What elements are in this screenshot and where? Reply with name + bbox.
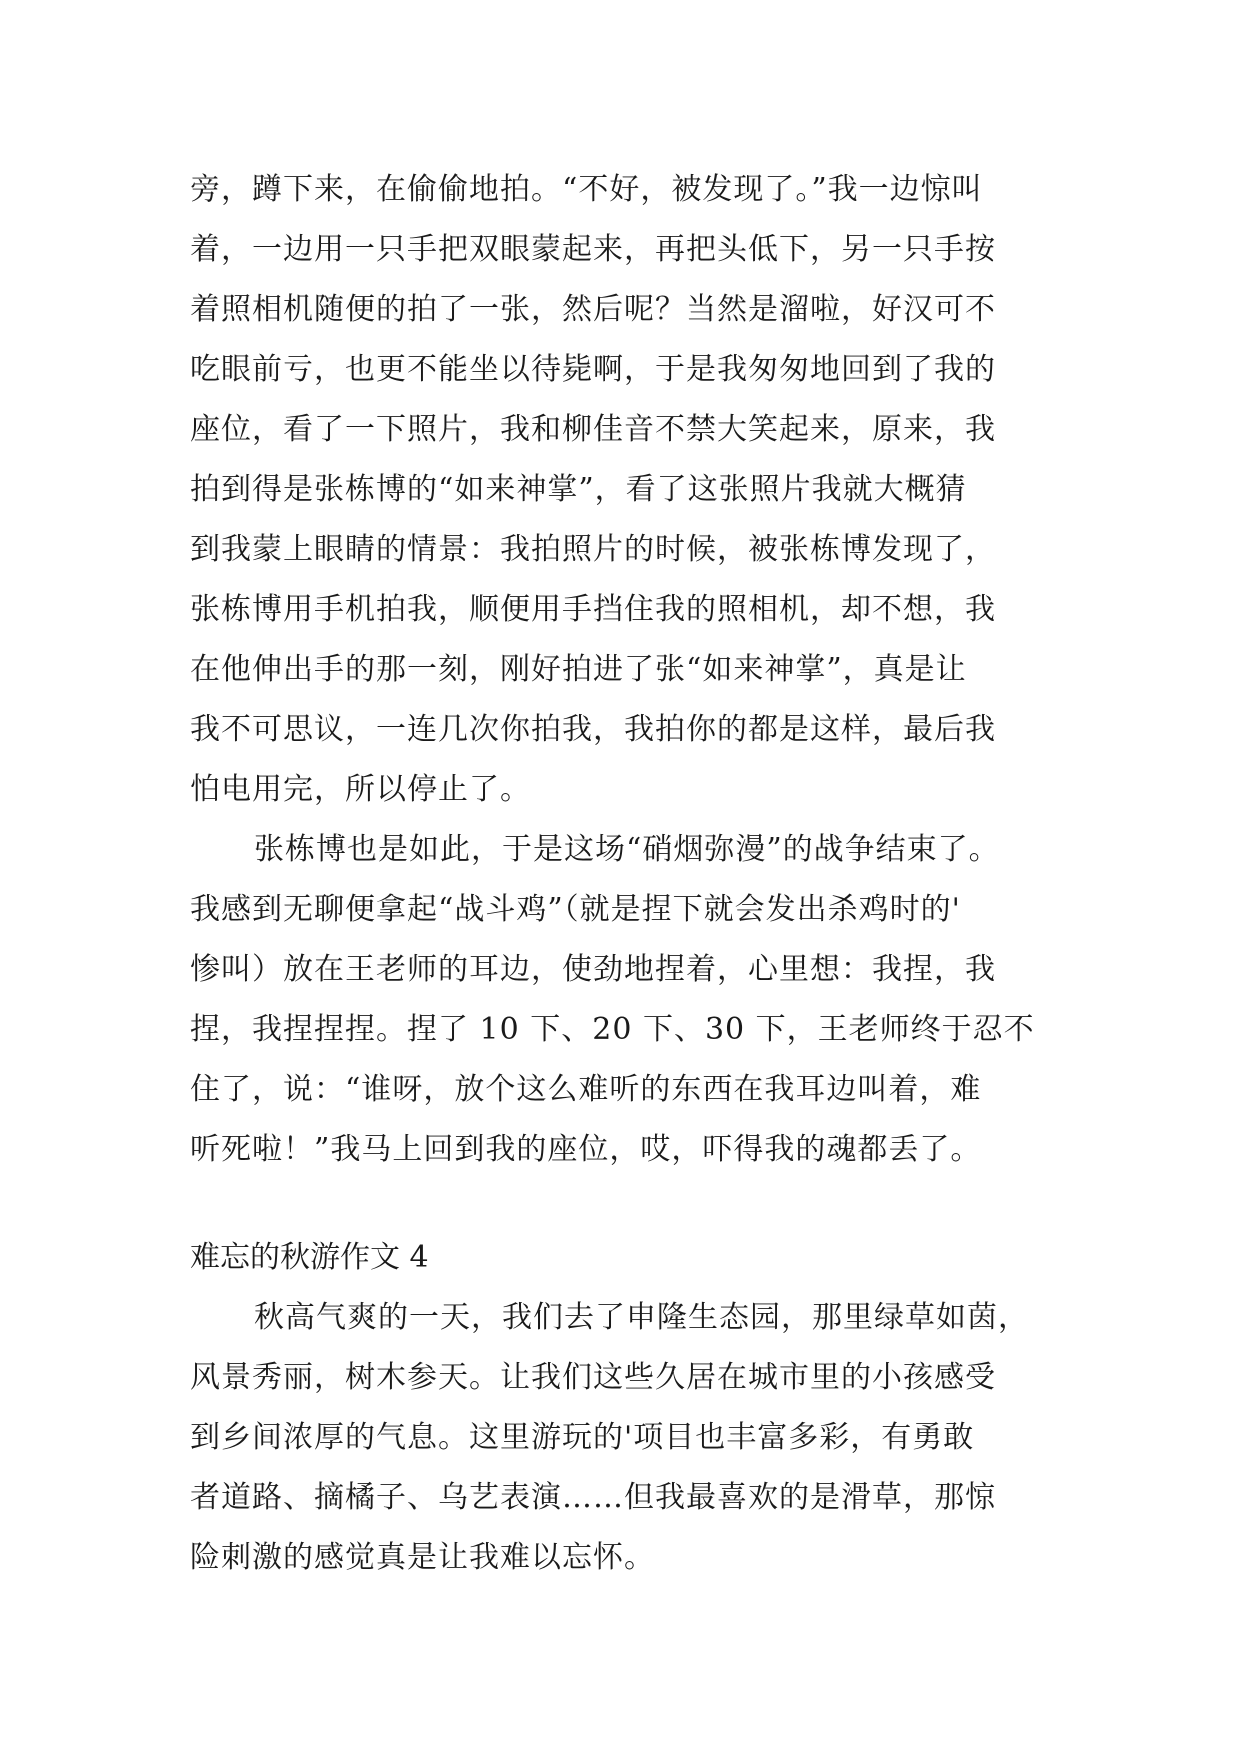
text-line: 张栋博用手机拍我，顺便用手挡住我的照相机，却不想，我 <box>190 592 996 627</box>
text-line: 座位，看了一下照片，我和柳佳音不禁大笑起来，原来，我 <box>190 412 996 447</box>
text-line: 惨叫）放在王老师的耳边，使劲地捏着，心里想：我捏，我 <box>190 952 996 987</box>
text-line: 在他伸出手的那一刻，刚好拍进了张“如来神掌”，真是让 <box>190 652 967 687</box>
text-line: 住了，说：“谁呀，放个这么难听的东西在我耳边叫着，难 <box>190 1072 982 1107</box>
document-body <box>190 160 1060 1588</box>
text-line: 险刺激的感觉真是让我难以忘怀。 <box>190 1540 655 1575</box>
text-line: 着，一边用一只手把双眼蒙起来，再把头低下，另一只手按 <box>190 232 996 267</box>
text-line-indented: 张栋博也是如此，于是这场“硝烟弥漫”的战争结束了。 <box>254 832 1000 867</box>
text-line: 到乡间浓厚的气息。这里游玩的'项目也丰富多彩，有勇敢 <box>190 1420 975 1455</box>
paragraph-third <box>190 1288 1060 1588</box>
text-line: 怕电用完，所以停止了。 <box>190 772 531 807</box>
section-gap <box>190 1180 1060 1228</box>
paragraph-continuation <box>190 160 1060 820</box>
text-line: 风景秀丽，树木参天。让我们这些久居在城市里的小孩感受 <box>190 1360 996 1395</box>
text-line: 捏，我捏捏捏。捏了 10 下、20 下、30 下，王老师终于忍不 <box>190 1012 1035 1047</box>
text-line: 我感到无聊便拿起“战斗鸡”（就是捏下就会发出杀鸡时的' <box>190 892 961 927</box>
text-line: 吃眼前亏，也更不能坐以待毙啊，于是我匆匆地回到了我的 <box>190 352 996 387</box>
text-line: 到我蒙上眼睛的情景：我拍照片的时候，被张栋博发现了， <box>190 532 996 567</box>
section-heading: 难忘的秋游作文 4 <box>190 1240 429 1275</box>
text-line: 听死啦！”我马上回到我的座位，哎，吓得我的魂都丢了。 <box>190 1132 982 1167</box>
paragraph-second <box>190 820 1060 1180</box>
text-line-indented: 秋高气爽的一天，我们去了申隆生态园，那里绿草如茵， <box>254 1300 1029 1335</box>
text-line: 着照相机随便的拍了一张，然后呢？当然是溜啦，好汉可不 <box>190 292 996 327</box>
text-line: 者道路、摘橘子、乌艺表演……但我最喜欢的是滑草，那惊 <box>190 1480 996 1515</box>
text-line: 旁，蹲下来，在偷偷地拍。“不好，被发现了。”我一边惊叫 <box>190 172 983 207</box>
text-line: 拍到得是张栋博的“如来神掌”，看了这张照片我就大概猜 <box>190 472 967 507</box>
text-line: 我不可思议，一连几次你拍我，我拍你的都是这样，最后我 <box>190 712 996 747</box>
